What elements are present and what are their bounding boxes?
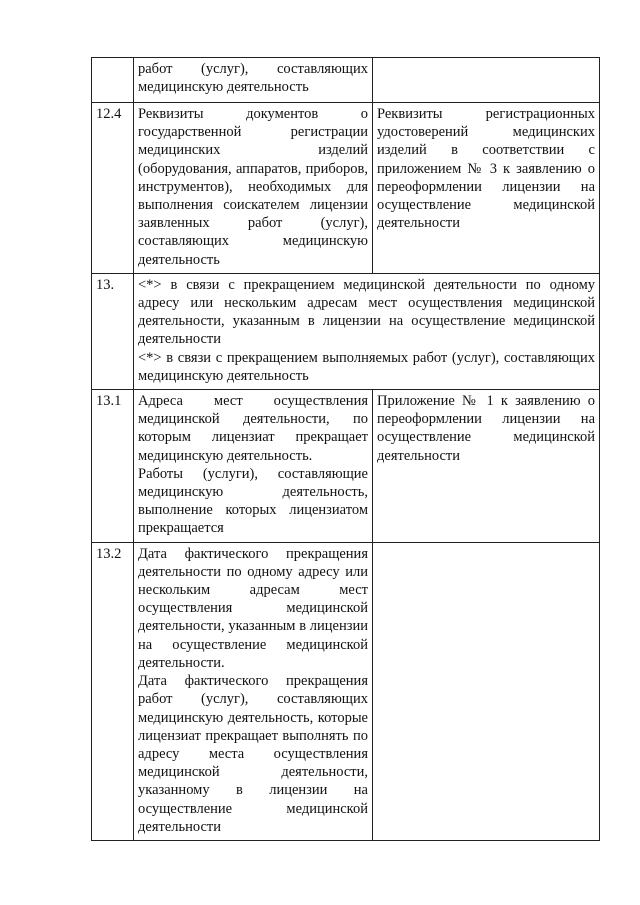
- field-description: [134, 390, 373, 543]
- field-description: Реквизиты документов о государственной регистрации медицинских изделий (оборудования, аппаратов, приборов, инструментов), необходимых для выполнения соискателем лицензии заявленных работ (услуг), составляющих медицинскую деятельность: [134, 103, 373, 274]
- field-value: Приложение № 1 к заявлению о переоформлении лицензии на осуществление медицинской деятельности: [373, 390, 600, 543]
- field-value: [373, 542, 600, 840]
- table-row: [92, 273, 600, 389]
- field-description: [134, 542, 373, 840]
- field-description: работ (услуг), составляющих медицинскую деятельность: [134, 58, 373, 103]
- table-row: [92, 390, 600, 543]
- row-number: [92, 58, 134, 103]
- license-application-table: [91, 57, 600, 841]
- field-description-paragraph: Адреса мест осуществления медицинской деятельности, по которым лицензиат прекращает медицинскую деятельность.: [138, 393, 368, 464]
- section-heading: [134, 273, 600, 389]
- section-heading-line: <*> в связи с прекращением медицинской деятельности по одному адресу или нескольким адресам мест осуществления медицинской деятельности, указанным в лицензии на осуществление медицинской деятельности: [138, 276, 595, 348]
- section-heading-line: <*> в связи с прекращением выполняемых работ (услуг), составляющих медицинскую деятельность: [138, 349, 595, 384]
- row-number: 13.: [92, 273, 134, 389]
- row-number: 13.1: [92, 390, 134, 543]
- row-number: 13.2: [92, 542, 134, 840]
- field-value: [373, 58, 600, 103]
- field-description-paragraph: Работы (услуги), составляющие медицинскую деятельность, выполнение которых лицензиатом прекращается: [138, 465, 368, 537]
- field-description-paragraph: Дата фактического прекращения работ (услуг), составляющих медицинскую деятельность, которые лицензиат прекращает выполнять по адресу места осуществления медицинской деятельности, указанному в лицензии на осуществление медицинской деятельности: [138, 673, 368, 835]
- table-row: [92, 103, 600, 274]
- table-row: [92, 542, 600, 840]
- table-row: [92, 58, 600, 103]
- field-value: Реквизиты регистрационных удостоверений медицинских изделий в соответствии с приложением № 3 к заявлению о переоформлении лицензии на осуществление медицинской деятельности: [373, 103, 600, 274]
- row-number: 12.4: [92, 103, 134, 274]
- field-description-paragraph: Дата фактического прекращения деятельности по одному адресу или нескольким адресам мест осуществления медицинской деятельности, указанным в лицензии на осуществление медицинской деятельности.: [138, 545, 368, 671]
